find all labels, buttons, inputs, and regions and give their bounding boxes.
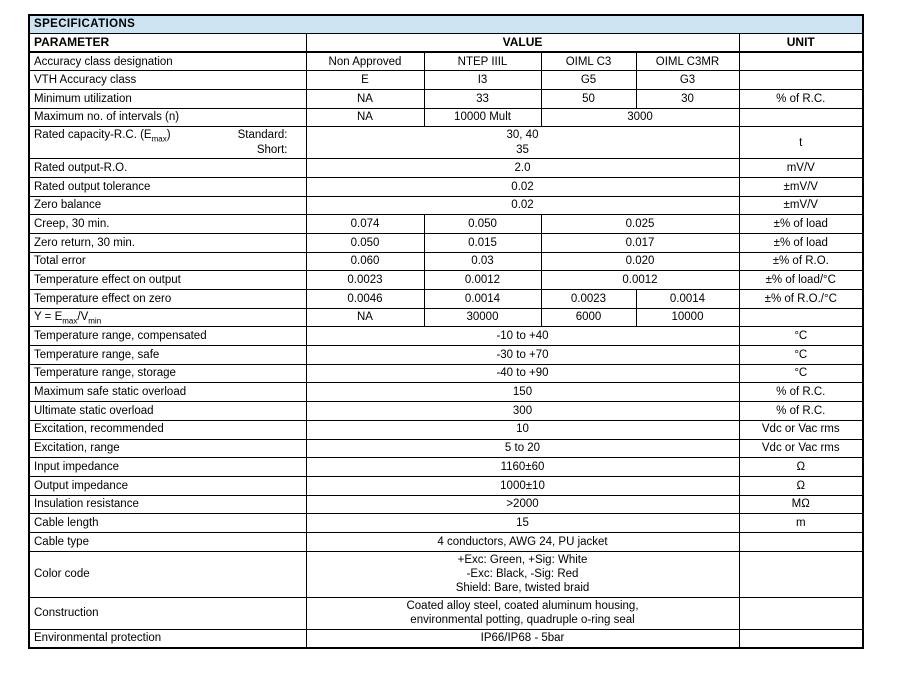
value-cell: 10000 Mult — [424, 108, 541, 127]
table-row — [29, 177, 863, 196]
unit-cell: % of R.C. — [739, 402, 863, 421]
param-label: $Y = E_{max}/V_{min}$ — [34, 310, 102, 326]
unit-cell: MΩ — [739, 495, 863, 514]
value-cell: 30, 40 35 — [306, 127, 739, 159]
value-cell: 15 — [306, 514, 739, 533]
value-cell: >2000 — [306, 495, 739, 514]
param-cell: Temperature effect on zero — [29, 290, 306, 309]
value-cell: 0.0014 — [424, 290, 541, 309]
table-row — [29, 346, 863, 365]
column-header-row — [29, 34, 863, 53]
value-cell: 0.0023 — [541, 290, 636, 309]
param-cell: Maximum safe static overload — [29, 383, 306, 402]
param-cell: Cable length — [29, 514, 306, 533]
header-parameter: PARAMETER — [29, 34, 306, 53]
param-cell — [29, 308, 306, 327]
value-cell: 0.0012 — [541, 271, 739, 290]
param-cell: Cable type — [29, 532, 306, 551]
value-cell: +Exc: Green, +Sig: White -Exc: Black, -Sig: Red Shield: Bare, twisted braid — [306, 551, 739, 597]
value-cell: 50 — [541, 90, 636, 109]
table-row — [29, 495, 863, 514]
value-cell: Coated alloy steel, coated aluminum housing, environmental potting, quadruple o-ring seal — [306, 597, 739, 629]
unit-cell: Vdc or Vac rms — [739, 439, 863, 458]
value-cell: -30 to +70 — [306, 346, 739, 365]
unit-cell: °C — [739, 364, 863, 383]
table-row — [29, 629, 863, 648]
value-cell: 300 — [306, 402, 739, 421]
value-cell: -10 to +40 — [306, 327, 739, 346]
table-row — [29, 476, 863, 495]
table-row — [29, 364, 863, 383]
param-sublabels: Standard: Short: — [237, 129, 288, 156]
value-cell: 0.0023 — [306, 271, 424, 290]
value-cell: 0.050 — [306, 233, 424, 252]
unit-cell: ±% of R.O./°C — [739, 290, 863, 309]
value-cell: 1000±10 — [306, 476, 739, 495]
param-cell: Excitation, range — [29, 439, 306, 458]
unit-cell — [739, 108, 863, 127]
unit-cell: ±% of R.O. — [739, 252, 863, 271]
param-cell: Insulation resistance — [29, 495, 306, 514]
param-cell: Environmental protection — [29, 629, 306, 648]
header-unit: UNIT — [739, 34, 863, 53]
param-cell: Rated output-R.O. — [29, 159, 306, 178]
param-cell: Total error — [29, 252, 306, 271]
specifications-table — [28, 14, 864, 649]
title-row — [29, 15, 863, 34]
unit-cell: °C — [739, 346, 863, 365]
value-cell: 6000 — [541, 308, 636, 327]
value-cell: 0.060 — [306, 252, 424, 271]
value-cell: NA — [306, 308, 424, 327]
table-row — [29, 52, 863, 71]
param-cell: Accuracy class designation — [29, 52, 306, 71]
unit-cell — [739, 52, 863, 71]
unit-cell: Vdc or Vac rms — [739, 420, 863, 439]
value-cell: 0.0046 — [306, 290, 424, 309]
table-body — [29, 52, 863, 648]
value-cell: NA — [306, 90, 424, 109]
value-cell: 0.050 — [424, 215, 541, 234]
value-cell: IP66/IP68 - 5bar — [306, 629, 739, 648]
unit-cell: Ω — [739, 476, 863, 495]
param-cell: Temperature range, safe — [29, 346, 306, 365]
value-cell: 0.02 — [306, 177, 739, 196]
table-row — [29, 551, 863, 597]
param-cell: Creep, 30 min. — [29, 215, 306, 234]
value-cell: I3 — [424, 71, 541, 90]
table-row — [29, 532, 863, 551]
value-cell: 0.015 — [424, 233, 541, 252]
table-row — [29, 127, 863, 159]
value-cell: 10000 — [636, 308, 739, 327]
value-cell: OIML C3MR — [636, 52, 739, 71]
table-row — [29, 252, 863, 271]
table-row — [29, 458, 863, 477]
unit-cell — [739, 308, 863, 327]
value-cell: 2.0 — [306, 159, 739, 178]
value-cell: 30000 — [424, 308, 541, 327]
table-row — [29, 597, 863, 629]
value-cell: 4 conductors, AWG 24, PU jacket — [306, 532, 739, 551]
unit-cell: ±mV/V — [739, 177, 863, 196]
param-cell: VTH Accuracy class — [29, 71, 306, 90]
table-row — [29, 402, 863, 421]
table-row — [29, 439, 863, 458]
value-cell: -40 to +90 — [306, 364, 739, 383]
unit-cell: % of R.C. — [739, 383, 863, 402]
value-cell: 0.0012 — [424, 271, 541, 290]
unit-cell — [739, 71, 863, 90]
unit-cell: t — [739, 127, 863, 159]
value-cell: NTEP IIIL — [424, 52, 541, 71]
unit-cell: ±% of load — [739, 233, 863, 252]
table-row — [29, 215, 863, 234]
param-label: Rated capacity-R.C. $(E_{max})$ — [34, 129, 171, 144]
unit-cell: mV/V — [739, 159, 863, 178]
table-row — [29, 420, 863, 439]
value-cell: 1160±60 — [306, 458, 739, 477]
param-cell: Construction — [29, 597, 306, 629]
param-cell: Temperature range, storage — [29, 364, 306, 383]
table-row — [29, 290, 863, 309]
value-cell: 0.02 — [306, 196, 739, 215]
unit-cell: ±% of load — [739, 215, 863, 234]
table-row — [29, 233, 863, 252]
value-cell: E — [306, 71, 424, 90]
header-value: VALUE — [306, 34, 739, 53]
table-row — [29, 90, 863, 109]
value-cell: 0.020 — [541, 252, 739, 271]
table-row — [29, 327, 863, 346]
param-cell: Temperature range, compensated — [29, 327, 306, 346]
param-cell: Zero return, 30 min. — [29, 233, 306, 252]
unit-cell: °C — [739, 327, 863, 346]
unit-cell — [739, 532, 863, 551]
value-cell: 0.074 — [306, 215, 424, 234]
specifications-title: SPECIFICATIONS — [29, 15, 863, 34]
table-row — [29, 308, 863, 327]
value-cell: 5 to 20 — [306, 439, 739, 458]
param-cell: Maximum no. of intervals (n) — [29, 108, 306, 127]
unit-cell: ±mV/V — [739, 196, 863, 215]
table-row — [29, 271, 863, 290]
table-row — [29, 108, 863, 127]
param-cell: Color code — [29, 551, 306, 597]
value-cell: 0.017 — [541, 233, 739, 252]
param-cell: Temperature effect on output — [29, 271, 306, 290]
value-cell: G5 — [541, 71, 636, 90]
table-row — [29, 383, 863, 402]
unit-cell — [739, 629, 863, 648]
param-cell: Input impedance — [29, 458, 306, 477]
value-cell: Non Approved — [306, 52, 424, 71]
value-cell: OIML C3 — [541, 52, 636, 71]
unit-cell: Ω — [739, 458, 863, 477]
value-cell: 0.03 — [424, 252, 541, 271]
value-cell: 0.0014 — [636, 290, 739, 309]
unit-cell: ±% of load/°C — [739, 271, 863, 290]
param-cell: Excitation, recommended — [29, 420, 306, 439]
param-cell — [29, 127, 306, 159]
value-cell: NA — [306, 108, 424, 127]
param-cell: Output impedance — [29, 476, 306, 495]
value-cell: 10 — [306, 420, 739, 439]
value-cell: 33 — [424, 90, 541, 109]
param-cell: Zero balance — [29, 196, 306, 215]
table-row — [29, 514, 863, 533]
table-row — [29, 196, 863, 215]
param-cell: Ultimate static overload — [29, 402, 306, 421]
value-cell: 30 — [636, 90, 739, 109]
unit-cell — [739, 597, 863, 629]
unit-cell: % of R.C. — [739, 90, 863, 109]
value-cell: 3000 — [541, 108, 739, 127]
value-cell: 150 — [306, 383, 739, 402]
unit-cell: m — [739, 514, 863, 533]
param-cell: Minimum utilization — [29, 90, 306, 109]
table-row — [29, 71, 863, 90]
value-cell: 0.025 — [541, 215, 739, 234]
param-cell: Rated output tolerance — [29, 177, 306, 196]
value-cell: G3 — [636, 71, 739, 90]
unit-cell — [739, 551, 863, 597]
table-row — [29, 159, 863, 178]
